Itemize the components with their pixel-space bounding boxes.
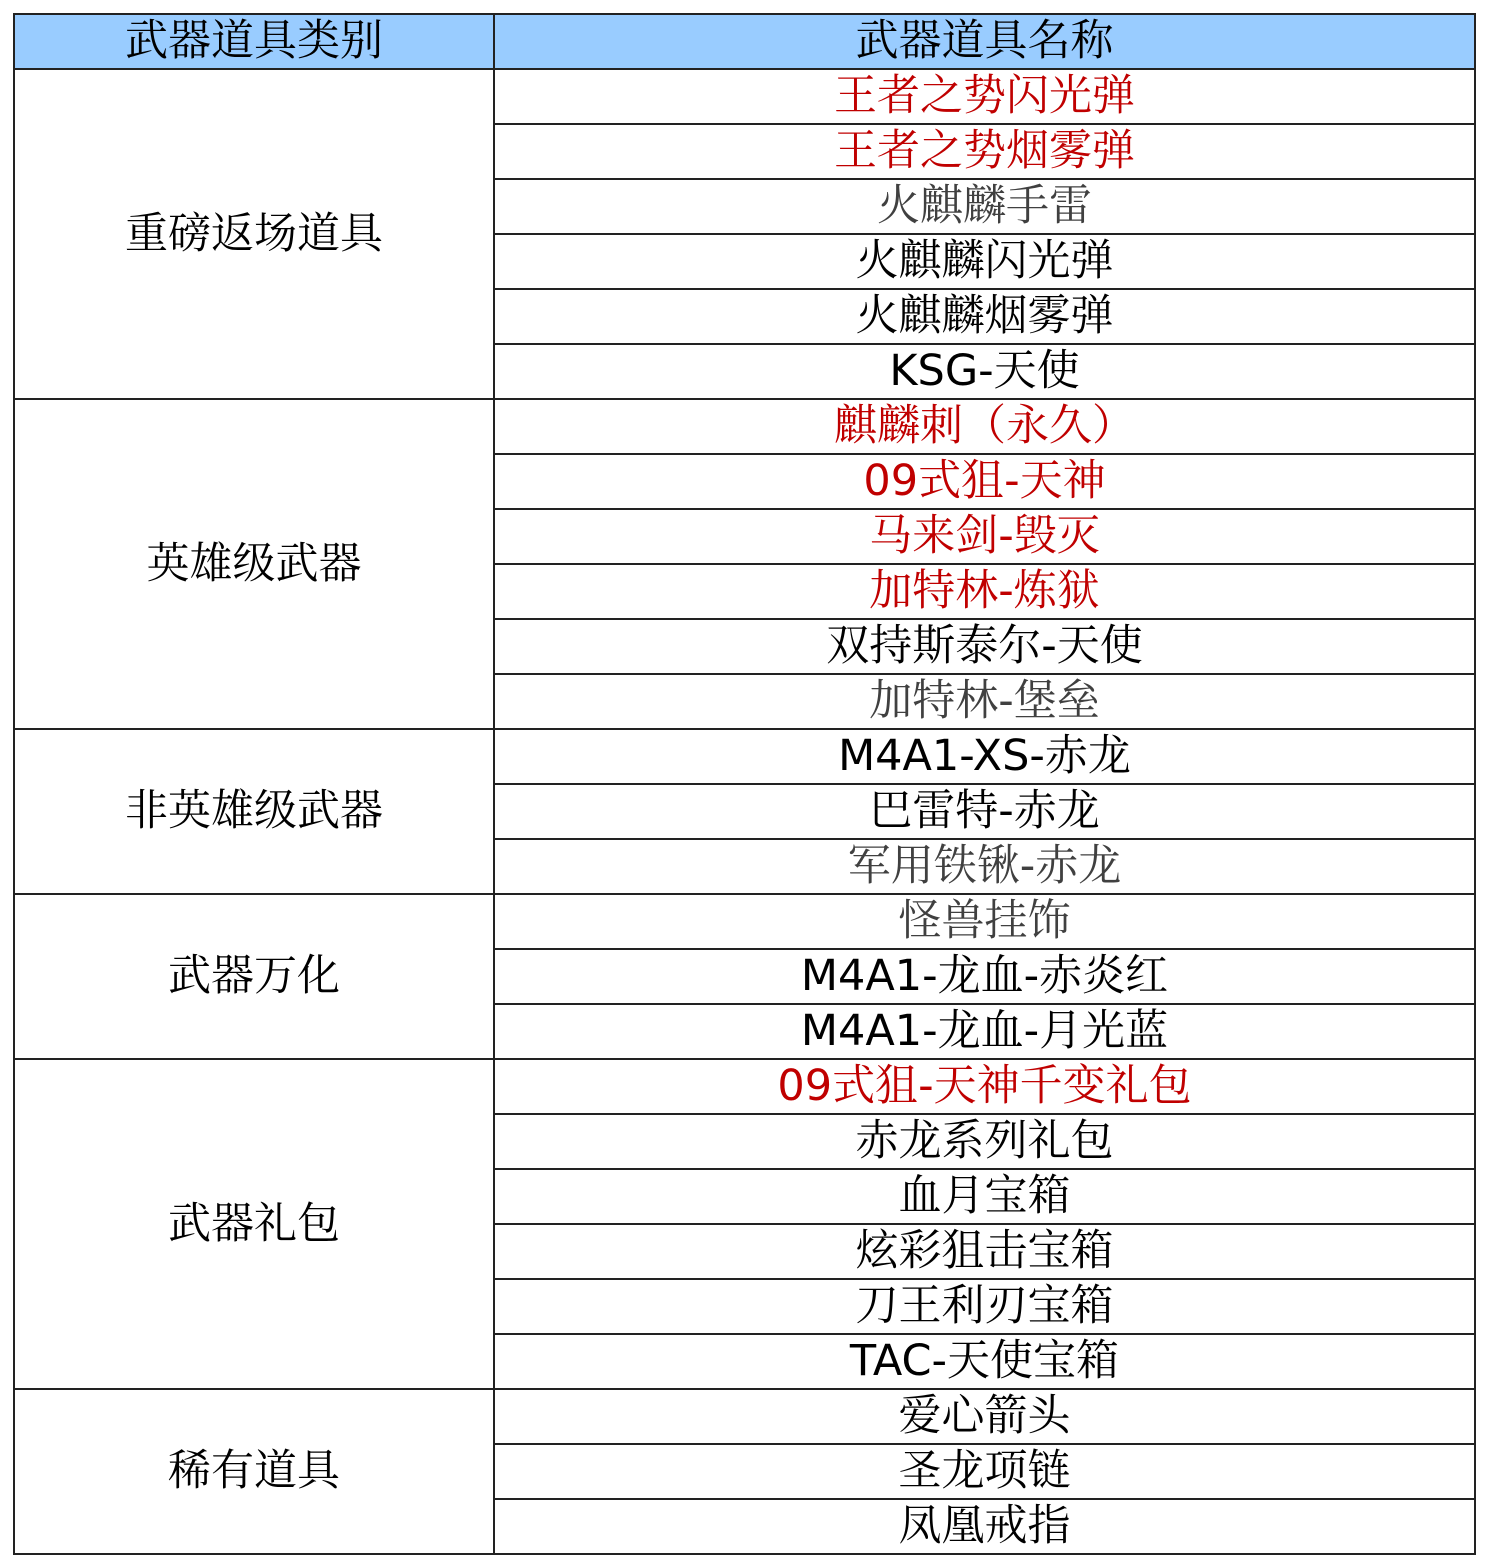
item-name-cell: 火麒麟烟雾弹	[494, 289, 1475, 344]
category-cell: 英雄级武器	[14, 399, 494, 729]
item-name-cell: 圣龙项链	[494, 1444, 1475, 1499]
category-cell: 非英雄级武器	[14, 729, 494, 894]
table-row	[14, 894, 1475, 949]
table-row	[14, 69, 1475, 124]
item-name-cell: 麒麟刺（永久）	[494, 399, 1475, 454]
item-name-cell: M4A1-龙血-月光蓝	[494, 1004, 1475, 1059]
table-row	[14, 729, 1475, 784]
weapon-items-table-wrapper	[13, 13, 1476, 1555]
item-name-cell: 炫彩狙击宝箱	[494, 1224, 1475, 1279]
item-name-cell: 王者之势闪光弹	[494, 69, 1475, 124]
item-name-cell: 刀王利刃宝箱	[494, 1279, 1475, 1334]
item-name-cell: 怪兽挂饰	[494, 894, 1475, 949]
category-cell: 武器万化	[14, 894, 494, 1059]
header-row	[14, 14, 1475, 69]
item-name-cell: 血月宝箱	[494, 1169, 1475, 1224]
item-name-cell: 爱心箭头	[494, 1389, 1475, 1444]
header-name: 武器道具名称	[494, 14, 1475, 69]
item-name-cell: 巴雷特-赤龙	[494, 784, 1475, 839]
item-name-cell: 凤凰戒指	[494, 1499, 1475, 1554]
item-name-cell: 赤龙系列礼包	[494, 1114, 1475, 1169]
item-name-cell: KSG-天使	[494, 344, 1475, 399]
header-category: 武器道具类别	[14, 14, 494, 69]
item-name-cell: TAC-天使宝箱	[494, 1334, 1475, 1389]
item-name-cell: 军用铁锹-赤龙	[494, 839, 1475, 894]
item-name-cell: 加特林-炼狱	[494, 564, 1475, 619]
category-cell: 重磅返场道具	[14, 69, 494, 399]
category-cell: 武器礼包	[14, 1059, 494, 1389]
table-header	[14, 14, 1475, 69]
item-name-cell: 09式狙-天神千变礼包	[494, 1059, 1475, 1114]
weapon-items-table	[13, 13, 1476, 1555]
item-name-cell: 火麒麟闪光弹	[494, 234, 1475, 289]
item-name-cell: M4A1-XS-赤龙	[494, 729, 1475, 784]
item-name-cell: 加特林-堡垒	[494, 674, 1475, 729]
table-row	[14, 1389, 1475, 1444]
table-row	[14, 1059, 1475, 1114]
item-name-cell: 火麒麟手雷	[494, 179, 1475, 234]
item-name-cell: 09式狙-天神	[494, 454, 1475, 509]
table-row	[14, 399, 1475, 454]
item-name-cell: 双持斯泰尔-天使	[494, 619, 1475, 674]
category-cell: 稀有道具	[14, 1389, 494, 1554]
item-name-cell: M4A1-龙血-赤炎红	[494, 949, 1475, 1004]
item-name-cell: 马来剑-毁灭	[494, 509, 1475, 564]
table-body	[14, 69, 1475, 1554]
item-name-cell: 王者之势烟雾弹	[494, 124, 1475, 179]
